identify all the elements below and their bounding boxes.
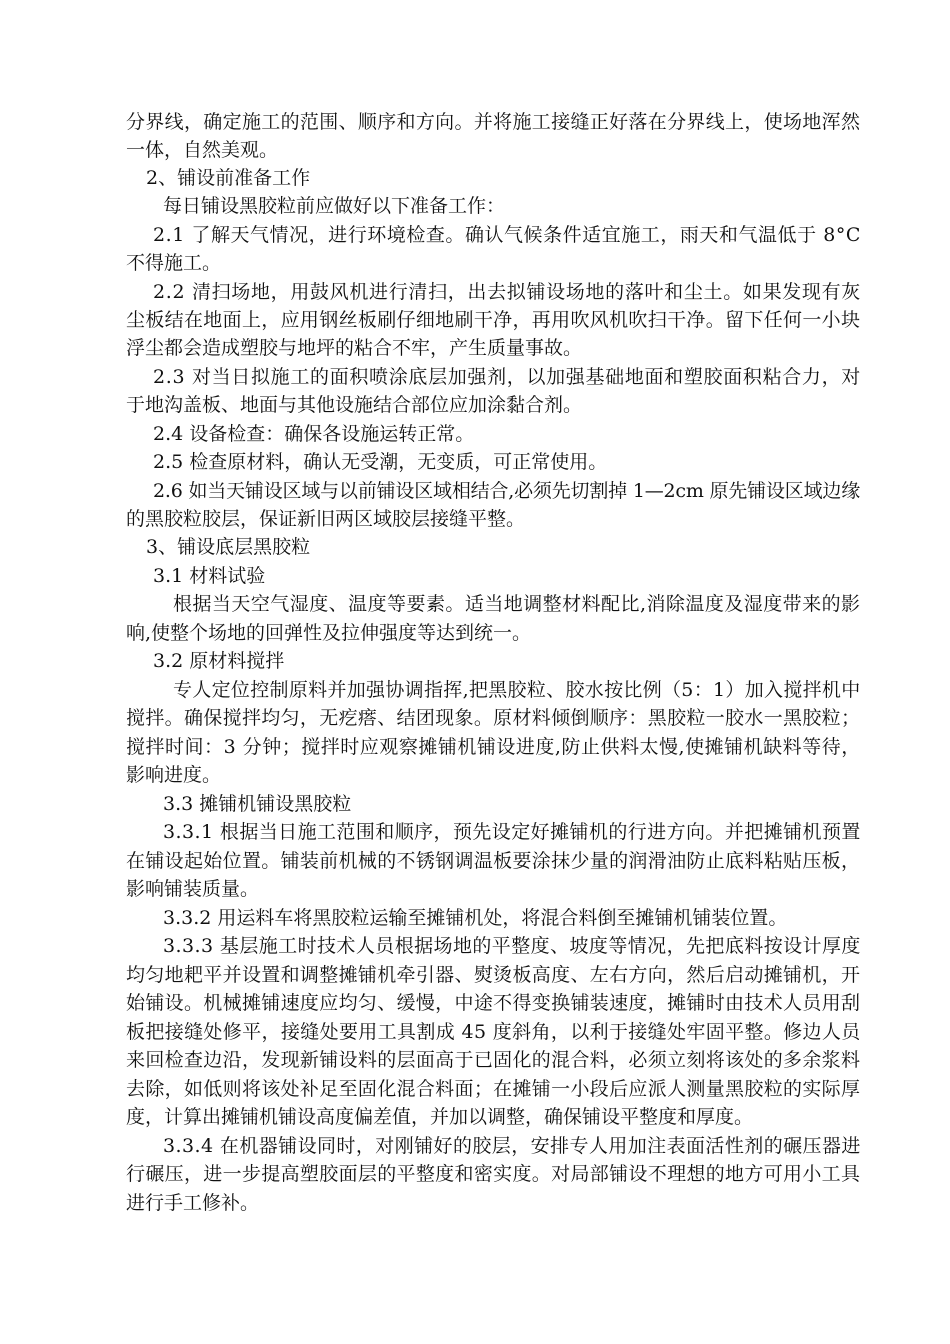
paragraph-line: 来回检查边沿，发现新铺设料的层面高于已固化的混合料，必须立刻将该处的多余浆料 — [126, 1049, 861, 1071]
section-heading: 3、铺设底层黑胶粒 — [146, 536, 311, 558]
subsection-heading: 3.3 摊铺机铺设黑胶粒 — [163, 793, 352, 815]
paragraph-line: 进行手工修补。 — [126, 1192, 260, 1214]
paragraph-line: 板把接缝处修平，接缝处要用工具割成 45 度斜角，以利于接缝处牢固平整。修边人员 — [126, 1021, 861, 1043]
paragraph-line: 去除，如低则将该处补足至固化混合料面；在摊铺一小段后应派人测量黑胶粒的实际厚 — [126, 1078, 861, 1100]
subsection-heading: 3.2 原材料搅拌 — [153, 650, 285, 672]
paragraph-line: 始铺设。机械摊铺速度应均匀、缓慢，中途不得变换铺装速度，摊铺时由技术人员用刮 — [126, 992, 861, 1014]
paragraph-line: 2.5 检查原材料，确认无受潮，无变质，可正常使用。 — [153, 451, 608, 473]
subsection-heading: 3.1 材料试验 — [153, 565, 266, 587]
paragraph-line: 均匀地耙平并设置和调整摊铺机牵引器、熨烫板高度、左右方向，然后启动摊铺机，开 — [126, 964, 861, 986]
paragraph-line: 根据当天空气湿度、温度等要素。适当地调整材料配比,消除温度及湿度带来的影 — [173, 593, 861, 615]
paragraph-line: 2.3 对当日拟施工的面积喷涂底层加强剂，以加强基础地面和塑胶面积粘合力，对 — [153, 366, 861, 388]
paragraph-line: 浮尘都会造成塑胶与地坪的粘合不牢，产生质量事故。 — [126, 337, 583, 359]
paragraph-line: 专人定位控制原料并加强协调指挥,把黑胶粒、胶水按比例（5：1）加入搅拌机中 — [173, 679, 861, 701]
paragraph-line: 2.1 了解天气情况，进行环境检查。确认气候条件适宜施工，雨天和气温低于 8°C — [153, 224, 861, 246]
paragraph-line: 不得施工。 — [126, 252, 222, 274]
paragraph-line: 每日铺设黑胶粒前应做好以下准备工作： — [163, 195, 506, 217]
paragraph-line: 搅拌。确保搅拌均匀，无疙瘩、结团现象。原材料倾倒顺序：黑胶粒一胶水一黑胶粒； — [126, 707, 861, 729]
paragraph-line: 度，计算出摊铺机铺设高度偏差值，并加以调整，确保铺设平整度和厚度。 — [126, 1106, 754, 1128]
paragraph-line: 影响进度。 — [126, 764, 222, 786]
paragraph-line: 一体，自然美观。 — [126, 139, 279, 161]
paragraph-line: 影响铺装质量。 — [126, 878, 260, 900]
paragraph-line: 的黑胶粒胶层，保证新旧两区域胶层接缝平整。 — [126, 508, 526, 530]
paragraph-line: 分界线，确定施工的范围、顺序和方向。并将施工接缝正好落在分界线上，使场地浑然 — [126, 111, 861, 133]
paragraph-line: 在铺设起始位置。铺装前机械的不锈钢调温板要涂抹少量的润滑油防止底料粘贴压板， — [126, 850, 861, 872]
paragraph-line: 2.4 设备检查：确保各设施运转正常。 — [153, 423, 475, 445]
paragraph-line: 2.2 清扫场地，用鼓风机进行清扫，出去拟铺设场地的落叶和尘土。如果发现有灰 — [153, 281, 861, 303]
paragraph-line: 尘板结在地面上，应用钢丝板刷仔细地刷干净，再用吹风机吹扫干净。留下任何一小块 — [126, 309, 861, 331]
section-heading: 2、铺设前准备工作 — [146, 167, 311, 189]
paragraph-line: 行碾压，进一步提高塑胶面层的平整度和密实度。对局部铺设不理想的地方可用小工具 — [126, 1163, 861, 1185]
paragraph-line: 3.3.1 根据当日施工范围和顺序，预先设定好摊铺机的行进方向。并把摊铺机预置 — [163, 821, 861, 843]
paragraph-line: 搅拌时间：3 分钟；搅拌时应观察摊铺机铺设进度,防止供料太慢,使摊铺机缺料等待， — [126, 736, 861, 758]
paragraph-line: 于地沟盖板、地面与其他设施结合部位应加涂黏合剂。 — [126, 394, 583, 416]
paragraph-line: 响,使整个场地的回弹性及拉伸强度等达到统一。 — [126, 622, 532, 644]
paragraph-line: 3.3.4 在机器铺设同时，对刚铺好的胶层，安排专人用加注表面活性剂的碾压器进 — [163, 1135, 861, 1157]
paragraph-line: 2.6 如当天铺设区域与以前铺设区域相结合,必须先切割掉 1—2cm 原先铺设区域边缘 — [153, 480, 861, 502]
paragraph-line: 3.3.3 基层施工时技术人员根据场地的平整度、坡度等情况，先把底料按设计厚度 — [163, 935, 861, 957]
paragraph-line: 3.3.2 用运料车将黑胶粒运输至摊铺机处，将混合料倒至摊铺机铺装位置。 — [163, 907, 788, 929]
